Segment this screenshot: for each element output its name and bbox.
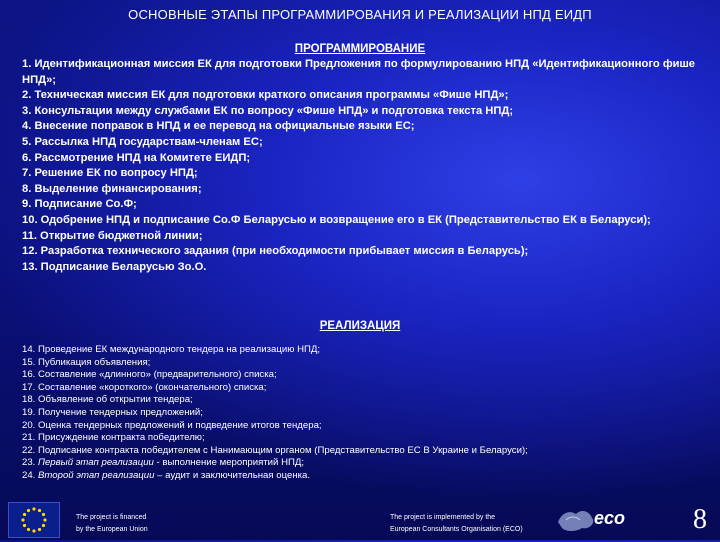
- programming-list: [22, 57, 712, 275]
- implementation-list: [22, 344, 712, 483]
- programming-item: 4. Внесение поправок в НПД и ее перевод на официальные языки ЕС;: [22, 120, 415, 133]
- programming-heading: ПРОГРАММИРОВАНИЕ: [294, 43, 426, 55]
- implementation-item: 21. Присуждение контракта победителю;: [22, 432, 205, 444]
- item-24-emphasis: Второй этап реализации: [38, 469, 155, 481]
- implementation-item: 16. Составление «длинного» (предварительного) списка;: [22, 369, 277, 381]
- programming-item: 11. Открытие бюджетной линии;: [22, 229, 203, 242]
- slide-title: ОСНОВНЫЕ ЭТАПЫ ПРОГРАММИРОВАНИЯ И РЕАЛИЗАЦИИ НПД ЕИДП: [128, 7, 592, 22]
- programming-item: 6. Рассмотрение НПД на Комитете ЕИДП;: [22, 151, 251, 164]
- implementation-item: 22. Подписание контракта победителем с Нанимающим органом (Представительство ЕС В Украине и Беларуси);: [22, 444, 528, 456]
- eco-logo: [552, 502, 672, 536]
- item-23-number: 23.: [22, 457, 39, 469]
- footer-financed-line2: by the European Union: [76, 526, 148, 533]
- page-number: 8: [693, 504, 707, 535]
- implementation-heading: РЕАЛИЗАЦИЯ: [319, 320, 401, 332]
- programming-item: 8. Выделение финансирования;: [22, 182, 202, 195]
- item-24-number: 24.: [22, 469, 39, 481]
- implementation-item: 20. Оценка тендерных предложений и подведение итогов тендера;: [22, 419, 322, 431]
- programming-item: 9. Подписание Со.Ф;: [22, 198, 137, 211]
- programming-item: 1. Идентификационная миссия ЕК для подготовки Предложения по формулированию НПД «Идентификационного фише НПД»;: [22, 58, 696, 86]
- item-24-text: – аудит и заключительная оценка.: [154, 469, 311, 481]
- programming-item: 2. Техническая миссия ЕК для подготовки краткого описания программы «Фише НПД»;: [22, 89, 509, 102]
- implementation-item-23: [22, 457, 712, 470]
- programming-item: 7. Решение ЕК по вопросу НПД;: [22, 167, 198, 180]
- item-23-text: - выполнение мероприятий НПД;: [153, 457, 305, 469]
- programming-item: 3. Консультации между службами ЕК по вопросу «Фише НПД» и подготовка текста НПД;: [22, 104, 514, 117]
- footer-implemented-line1: The project is implemented by the: [390, 514, 496, 521]
- programming-item: 10. Одобрение НПД и подписание Со.Ф Беларусью и возвращение его в ЕК (Представительство ЕК в Беларуси);: [22, 213, 651, 226]
- programming-item: 13. Подписание Беларусью Зо.О.: [22, 260, 207, 273]
- eco-map-icon: [558, 511, 593, 531]
- item-23-emphasis: Первый этап реализации: [38, 457, 154, 469]
- implementation-item: 14. Проведение ЕК международного тендера на реализацию НПД;: [22, 344, 321, 355]
- implementation-item: 15. Публикация объявления;: [22, 356, 151, 368]
- footer-implemented-line2: European Consultants Organisation (ECO): [390, 526, 523, 533]
- eco-logo-text: eco: [594, 508, 626, 528]
- footer-financed-line1: The project is financed: [76, 514, 147, 521]
- eu-flag-icon: [8, 502, 60, 538]
- footer-implemented-text: [390, 512, 523, 536]
- implementation-item: 18. Объявление об открытии тендера;: [22, 394, 193, 406]
- programming-item: 5. Рассылка НПД государствам-членам ЕС;: [22, 135, 263, 148]
- implementation-item: 17. Составление «короткого» (окончательного) списка;: [22, 381, 267, 393]
- implementation-item-24: [22, 470, 712, 483]
- implementation-item: 19. Получение тендерных предложений;: [22, 406, 203, 418]
- footer-financed-text: [76, 512, 148, 536]
- programming-item: 12. Разработка технического задания (при необходимости прибывает миссия в Беларусь);: [22, 245, 529, 258]
